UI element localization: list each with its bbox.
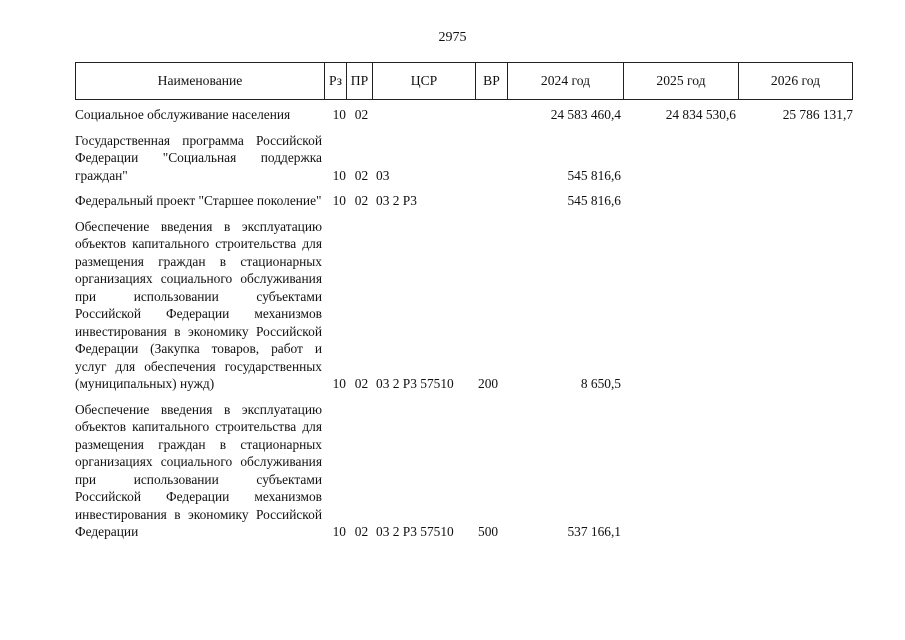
row-rz: 10	[332, 107, 346, 122]
row-name: Социальное обслуживание населения	[75, 107, 291, 122]
row-csr: 03 2 Р3 57510	[376, 376, 454, 391]
row-pr: 02	[354, 193, 369, 208]
row-name: Обеспечение введения в эксплуатацию объектов капитального строительства для размещения граждан в стационарных организациях социального обслуживания при использовании субъектами Российской Федерации механизмов инвестирования в экономику Российской Федерации	[75, 401, 322, 539]
row-2024: 545 816,6	[567, 193, 621, 208]
table-row	[75, 106, 875, 124]
row-name: Федеральный проект "Старшее поколение"	[75, 193, 322, 208]
table-header	[75, 62, 853, 100]
row-pr: 02	[354, 107, 369, 122]
row-pr: 02	[354, 167, 369, 183]
header-2024: 2024 год	[507, 63, 623, 99]
row-name: Обеспечение введения в эксплуатацию объектов капитального строительства для размещения граждан в стационарных организациях социального обслуживания при использовании субъектами Российской Федерации механизмов инвестирования в экономику Российской Федерации (Закупка товаров, работ и услуг для обеспечения государственных (муниципальных) нужд)	[75, 218, 322, 391]
header-vr: ВР	[475, 63, 507, 99]
row-2024: 8 650,5	[580, 376, 621, 391]
row-rz: 10	[332, 524, 346, 539]
row-rz: 10	[332, 193, 346, 208]
row-vr: 500	[478, 524, 499, 539]
row-pr: 02	[354, 524, 369, 539]
row-2024: 545 816,6	[567, 167, 621, 183]
row-pr: 02	[354, 376, 369, 391]
row-rz: 10	[332, 376, 346, 391]
table-row	[75, 192, 875, 210]
row-2024: 537 166,1	[567, 524, 621, 539]
row-2025: 24 834 530,6	[665, 107, 736, 122]
row-csr: 03 2 Р3	[376, 193, 417, 208]
header-pr: ПР	[346, 63, 372, 99]
header-rz: Рз	[324, 63, 346, 99]
header-csr: ЦСР	[372, 63, 475, 99]
row-2026: 25 786 131,7	[782, 107, 853, 122]
row-name: Государственная программа Российской Федерации "Социальная поддержка граждан"	[75, 132, 322, 183]
row-rz: 10	[332, 167, 346, 183]
table-body	[75, 106, 875, 549]
page-number: 2975	[438, 30, 467, 45]
row-csr: 03	[376, 167, 390, 183]
header-2025: 2025 год	[623, 63, 738, 99]
header-2026: 2026 год	[738, 63, 853, 99]
row-2024: 24 583 460,4	[550, 107, 621, 122]
row-csr: 03 2 Р3 57510	[376, 524, 454, 539]
table-row	[75, 401, 875, 541]
table-row	[75, 132, 875, 185]
header-name: Наименование	[75, 63, 324, 99]
row-vr: 200	[478, 376, 499, 391]
table-row	[75, 218, 875, 393]
